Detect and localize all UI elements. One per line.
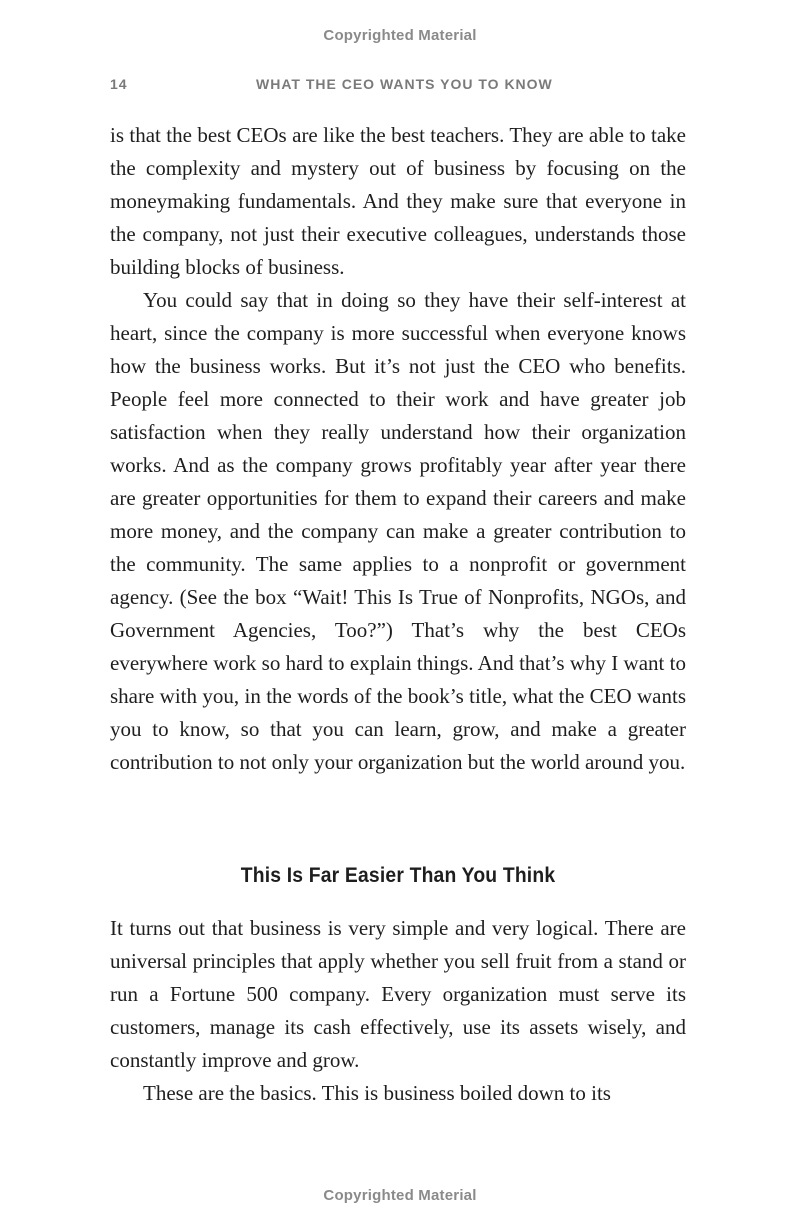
body-text-lower [110,912,686,1110]
paragraph: You could say that in doing so they have their self-interest at heart, since the company is more successful when everyone knows how the business works. But it’s not just the CEO who benefits. People feel more connected to their work and have greater job satisfaction when they really understand how their organization works. And as the company grows profitably year after year there are greater opportunities for them to expand their careers and make more money, and the company can make a greater contribution to the community. The same applies to a nonprofit or government agency. (See the box “Wait! This Is True of Nonprofits, NGOs, and Government Agencies, Too?”) That’s why the best CEOs everywhere work so hard to explain things. And that’s why I want to share with you, in the words of the book’s title, what the CEO wants you to know, so that you can learn, grow, and make a greater contribution to not only your organization but the world around you. [110,288,686,774]
section-heading: This Is Far Easier Than You Think [240,864,556,887]
page-number: 14 [110,76,128,92]
body-text-upper [110,119,686,779]
paragraph: It turns out that business is very simple and very logical. There are universal principles that apply whether you sell fruit from a stand or run a Fortune 500 company. Every organization must serve its customers, manage its cash effectively, use its assets wisely, and constantly improve and grow. [110,916,686,1072]
running-title: WHAT THE CEO WANTS YOU TO KNOW [256,76,553,92]
paragraph-continued: is that the best CEOs are like the best teachers. They are able to take the complexity and mystery out of business by focusing on the moneymaking fundamentals. And they make sure that everyone in the company, not just their executive colleagues, understands those building blocks of business. [110,123,686,279]
running-header [110,76,686,96]
copyright-watermark-bottom: Copyrighted Material [323,1187,477,1204]
copyright-watermark-top: Copyrighted Material [323,27,477,44]
paragraph-last: These are the basics. This is business boiled down to its [143,1081,611,1105]
